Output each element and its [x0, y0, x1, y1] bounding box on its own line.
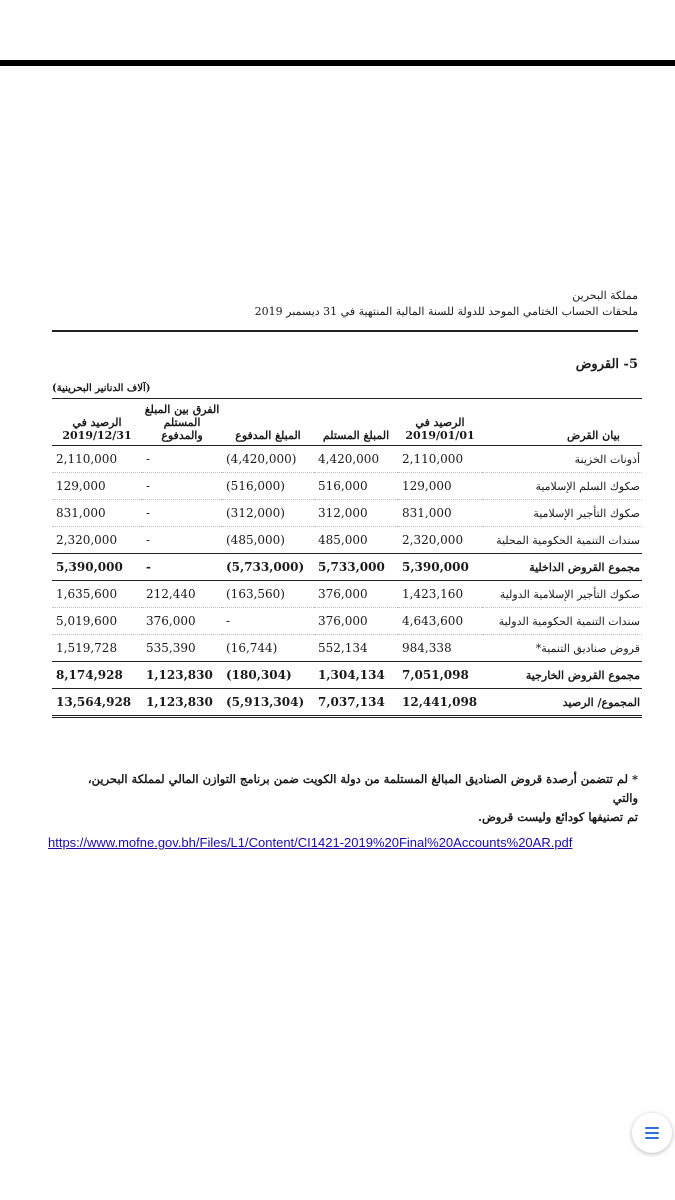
opening-balance-cell: 5,390,000: [398, 554, 482, 581]
received-cell: 4,420,000: [314, 446, 398, 473]
received-cell: 376,000: [314, 608, 398, 635]
table-row: [52, 608, 642, 635]
col-description-header: بيان القرض: [482, 399, 642, 446]
menu-icon: [645, 1137, 659, 1139]
closing-balance-cell: 8,174,928: [52, 662, 142, 689]
footnote-line-2: تم تصنيفها كودائع وليست قروض.: [477, 810, 638, 824]
opening-balance-cell: 2,320,000: [398, 527, 482, 554]
document-header: [52, 288, 638, 320]
closing-balance-cell: 13,564,928: [52, 689, 142, 717]
paid-cell: (312,000): [222, 500, 314, 527]
paid-cell: (516,000): [222, 473, 314, 500]
row-label: مجموع القروض الداخلية: [482, 554, 642, 581]
difference-cell: 376,000: [142, 608, 222, 635]
col-diff-header: الفرق بين المبلغ المستلم والمدفوع: [142, 399, 222, 446]
source-link[interactable]: https://www.mofne.gov.bh/Files/L1/Content/CI1421-2019%20Final%20Accounts%20AR.pdf: [48, 835, 573, 850]
col-paid-header: المبلغ المدفوع: [222, 399, 314, 446]
row-label: صكوك السلم الإسلامية: [482, 473, 642, 500]
section-title: 5- القروض: [575, 357, 638, 372]
footnote: [62, 770, 638, 827]
opening-balance-cell: 7,051,098: [398, 662, 482, 689]
menu-button[interactable]: [632, 1113, 672, 1153]
table-row: [52, 527, 642, 554]
paid-cell: (163,560): [222, 581, 314, 608]
received-cell: 376,000: [314, 581, 398, 608]
row-label: سندات التنمية الحكومية الدولية: [482, 608, 642, 635]
received-cell: 516,000: [314, 473, 398, 500]
kingdom-label: مملكة البحرين: [572, 289, 638, 302]
difference-cell: -: [142, 500, 222, 527]
difference-cell: 1,123,830: [142, 689, 222, 717]
table-header-row: [52, 399, 642, 446]
closing-balance-cell: 2,110,000: [52, 446, 142, 473]
table-row: [52, 635, 642, 662]
opening-balance-cell: 4,643,600: [398, 608, 482, 635]
top-divider-bar: [0, 60, 675, 66]
paid-cell: (5,913,304): [222, 689, 314, 717]
table-row: [52, 446, 642, 473]
table-row: [52, 581, 642, 608]
row-label: صكوك التأجير الإسلامية الدولية: [482, 581, 642, 608]
closing-balance-cell: 129,000: [52, 473, 142, 500]
paid-cell: (485,000): [222, 527, 314, 554]
row-label: أذونات الخزينة: [482, 446, 642, 473]
col-opening-header: الرصيد في 2019/01/01: [398, 399, 482, 446]
row-label: سندات التنمية الحكومية المحلية: [482, 527, 642, 554]
paid-cell: (180,304): [222, 662, 314, 689]
opening-balance-cell: 129,000: [398, 473, 482, 500]
domestic-total-row: [52, 554, 642, 581]
opening-balance-cell: 12,441,098: [398, 689, 482, 717]
units-note: (آلاف الدنانير البحرينية): [52, 383, 151, 394]
received-cell: 312,000: [314, 500, 398, 527]
difference-cell: -: [142, 473, 222, 500]
difference-cell: 535,390: [142, 635, 222, 662]
paid-cell: -: [222, 608, 314, 635]
opening-balance-cell: 984,338: [398, 635, 482, 662]
difference-cell: 212,440: [142, 581, 222, 608]
closing-balance-cell: 5,390,000: [52, 554, 142, 581]
closing-balance-cell: 1,635,600: [52, 581, 142, 608]
row-label: قروض صناديق التنمية*: [482, 635, 642, 662]
col-closing-header: الرصيد في 2019/12/31: [52, 399, 142, 446]
closing-balance-cell: 831,000: [52, 500, 142, 527]
received-cell: 1,304,134: [314, 662, 398, 689]
difference-cell: -: [142, 446, 222, 473]
col-received-header: المبلغ المستلم: [314, 399, 398, 446]
row-label: صكوك التأجير الإسلامية: [482, 500, 642, 527]
menu-icon: [645, 1127, 659, 1129]
closing-balance-cell: 5,019,600: [52, 608, 142, 635]
opening-balance-cell: 2,110,000: [398, 446, 482, 473]
paid-cell: (5,733,000): [222, 554, 314, 581]
difference-cell: -: [142, 554, 222, 581]
table-row: [52, 500, 642, 527]
closing-balance-cell: 2,320,000: [52, 527, 142, 554]
difference-cell: 1,123,830: [142, 662, 222, 689]
received-cell: 552,134: [314, 635, 398, 662]
row-label: المجموع/ الرصيد: [482, 689, 642, 717]
footnote-line-1: * لم تتضمن أرصدة قروض الصناديق المبالغ المستلمة من دولة الكويت ضمن برنامج التوازن المالي لمملكة البحرين، والتي: [87, 772, 638, 805]
closing-balance-cell: 1,519,728: [52, 635, 142, 662]
received-cell: 7,037,134: [314, 689, 398, 717]
received-cell: 485,000: [314, 527, 398, 554]
paid-cell: (4,420,000): [222, 446, 314, 473]
header-rule: [52, 330, 638, 332]
table-row: [52, 473, 642, 500]
opening-balance-cell: 831,000: [398, 500, 482, 527]
row-label: مجموع القروض الخارجية: [482, 662, 642, 689]
paid-cell: (16,744): [222, 635, 314, 662]
menu-icon: [645, 1132, 659, 1134]
external-total-row: [52, 662, 642, 689]
document-subtitle: ملحقات الحساب الختامي الموحد للدولة للسنة المالية المنتهية في 31 ديسمبر 2019: [254, 305, 638, 318]
loans-table: [52, 398, 642, 718]
difference-cell: -: [142, 527, 222, 554]
received-cell: 5,733,000: [314, 554, 398, 581]
opening-balance-cell: 1,423,160: [398, 581, 482, 608]
grand-total-row: [52, 689, 642, 717]
